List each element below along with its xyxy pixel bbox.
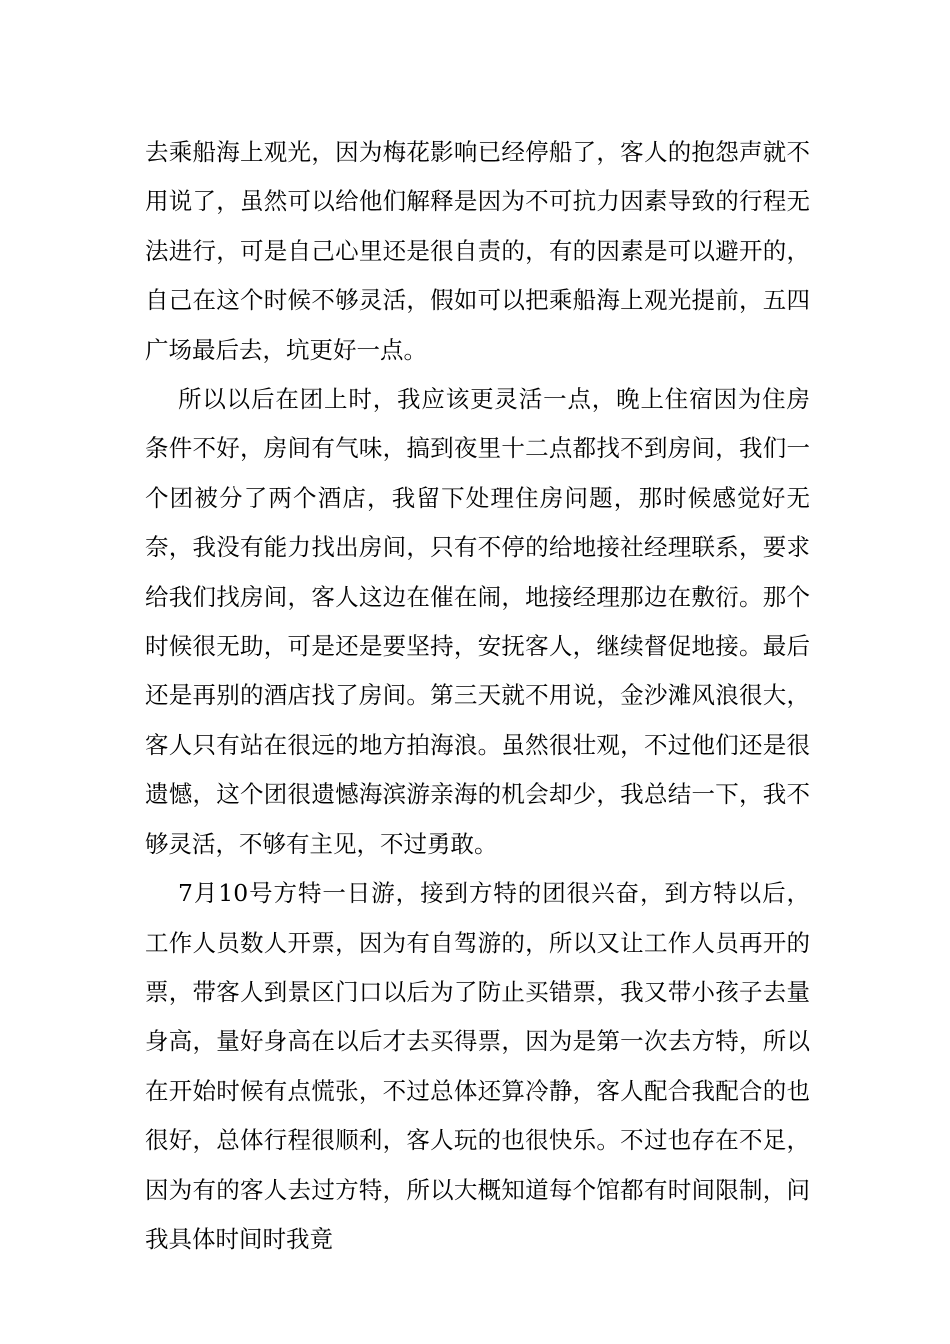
paragraph-3: 7月10号方特一日游，接到方特的团很兴奋，到方特以后，工作人员数人开票，因为有自驾游的，所以又让工作人员再开的票，带客人到景区门口以后为了防止买错票，我又带小孩子去量身高，量好身高在以后才去买得票，因为是第一次去方特，所以在开始时候有点慌张，不过总体还算冷静，客人配合我配合的也很好，总体行程很顺利，客人玩的也很快乐。不过也存在不足，因为有的客人去过方特，所以大概知道每个馆都有时间限制，问我具体时间时我竟 — [145, 879, 810, 1253]
document-body — [145, 128, 810, 1264]
paragraph-2: 所以以后在团上时，我应该更灵活一点，晚上住宿因为住房条件不好，房间有气味，搞到夜里十二点都找不到房间，我们一个团被分了两个酒店，我留下处理住房问题，那时候感觉好无奈，我没有能力找出房间，只有不停的给地接社经理联系，要求给我们找房间，客人这边在催在闹，地接经理那边在敷衍。那个时候很无助，可是还是要坚持，安抚客人，继续督促地接。最后还是再别的酒店找了房间。第三天就不用说，金沙滩风浪很大，客人只有站在很远的地方拍海浪。虽然很壮观，不过他们还是很遗憾，这个团很遗憾海滨游亲海的机会却少，我总结一下，我不够灵活，不够有主见，不过勇敢。 — [145, 385, 810, 858]
paragraph-1: 去乘船海上观光，因为梅花影响已经停船了，客人的抱怨声就不用说了，虽然可以给他们解释是因为不可抗力因素导致的行程无法进行，可是自己心里还是很自责的，有的因素是可以避开的，自己在这个时候不够灵活，假如可以把乘船海上观光提前，五四广场最后去，坑更好一点。 — [145, 138, 810, 364]
